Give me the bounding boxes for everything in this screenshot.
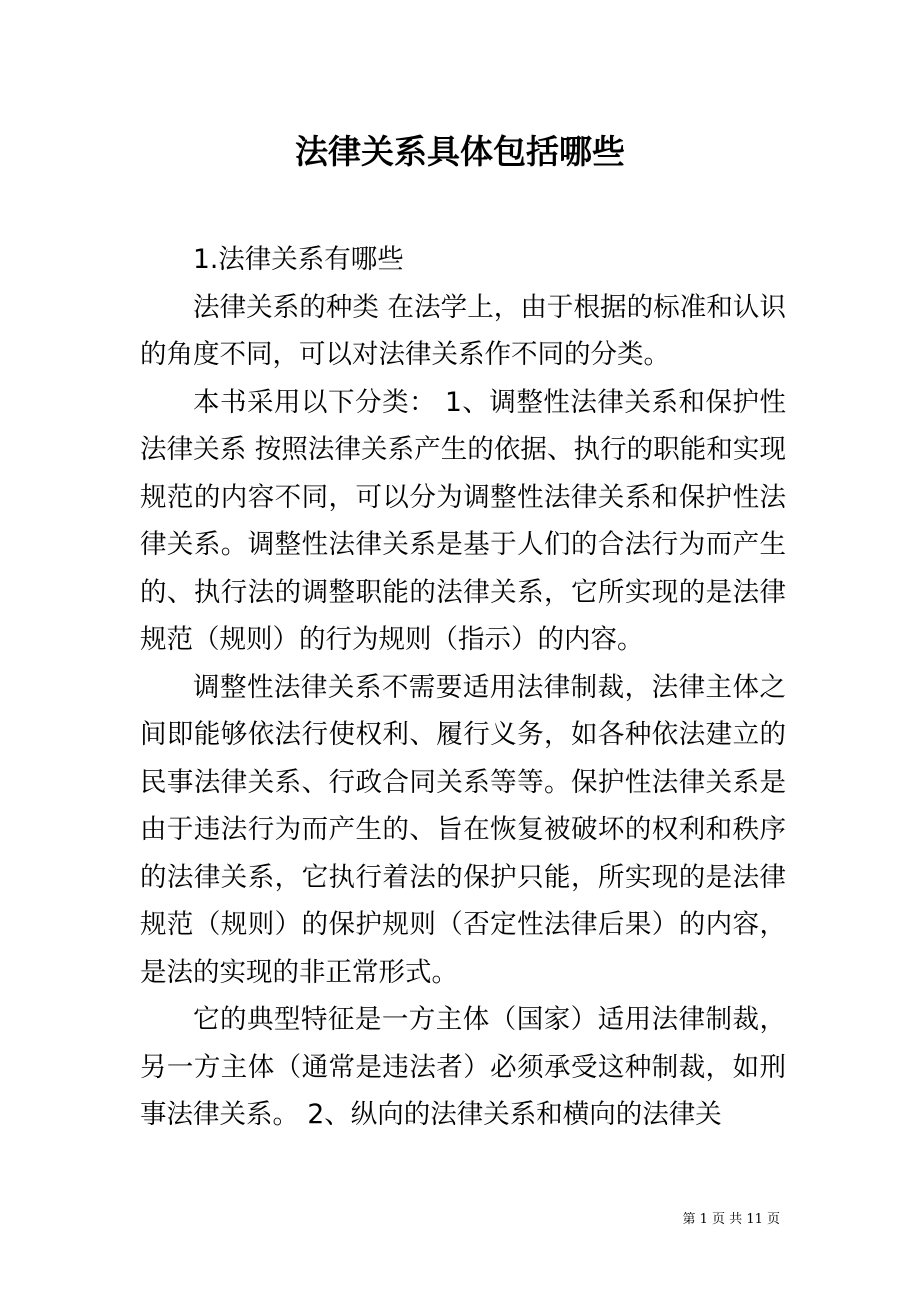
document-body [140, 236, 786, 1139]
document-title: 法律关系具体包括哪些 [295, 132, 625, 171]
paragraph: 本书采用以下分类： 1、调整性法律关系和保护性法律关系 按照法律关系产生的依据、执行的职能和实现规范的内容不同，可以分为调整性法律关系和保护性法律关系。调整性法律关系是基于人们的合法行为而产生的、执行法的调整职能的法律关系，它所实现的是法律规范（规则）的行为规则（指示）的内容。 [140, 386, 786, 655]
paragraph: 1.法律关系有哪些 [193, 244, 404, 275]
page-number-footer: 第 1 页 共 11 页 [682, 1212, 780, 1227]
paragraph: 法律关系的种类 在法学上，由于根据的标准和认识的角度不同，可以对法律关系作不同的分类。 [140, 291, 786, 370]
paragraph: 调整性法律关系不需要适用法律制裁，法律主体之间即能够依法行使权利、履行义务，如各种依法建立的民事法律关系、行政合同关系等等。保护性法律关系是由于违法行为而产生的、旨在恢复被破坏的权利和秩序的法律关系，它执行着法的保护只能，所实现的是法律规范（规则）的保护规则（否定性法律后果）的内容，是法的实现的非正常形式。 [140, 671, 786, 988]
paragraph: 它的典型特征是一方主体（国家）适用法律制裁，另一方主体（通常是违法者）必须承受这种制裁，如刑事法律关系。 2、纵向的法律关系和横向的法律关 [140, 1004, 786, 1130]
